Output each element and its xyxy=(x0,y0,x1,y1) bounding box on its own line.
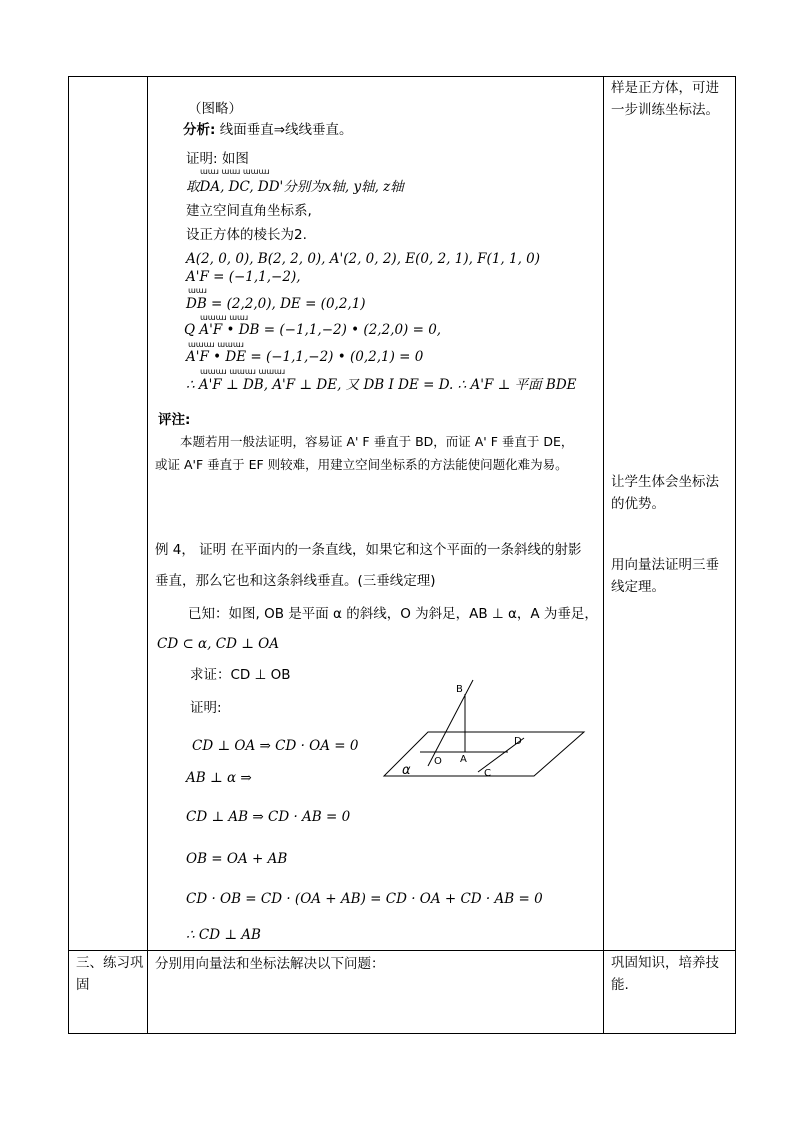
proof-step-3: CD ⊥ AB ⇒ CD · AB = 0 xyxy=(186,809,351,825)
proof-line-1: 取DA, DC, DD'分别为x轴, y轴, z轴 xyxy=(186,179,404,195)
note-coordinate-advantage: 让学生体会坐标法的优势。 xyxy=(611,474,719,512)
note-consolidate: 巩固知识，培养技能. xyxy=(611,955,719,993)
three-perpendiculars-diagram xyxy=(378,676,588,786)
vector-arrow-artifact: ɯɯɯɹ ɯɯɹ xyxy=(200,313,249,322)
example-line-2: 垂直，那么它也和这条斜线垂直。(三垂线定理) xyxy=(155,573,436,589)
proof-step-4: OB = OA + AB xyxy=(186,851,288,867)
label-c: C xyxy=(484,768,491,779)
column-divider-2 xyxy=(603,76,604,1034)
prove-statement: 求证：CD ⊥ OB xyxy=(190,667,291,683)
proof-line-0: 证明: 如图 xyxy=(186,151,249,167)
note-square-cube: 样是正方体，可进一步训练坐标法。 xyxy=(611,80,719,118)
label-b: B xyxy=(456,684,463,695)
section-3-label: 三、练习巩固 xyxy=(76,955,144,993)
analysis-label: 分析: xyxy=(183,122,216,138)
proof-line-9: ∴ A'F ⊥ DB, A'F ⊥ DE, 又 DB I DE = D. ∴ A'F ⊥ 平面 BDE xyxy=(186,377,577,393)
vector-arrow-artifact: ɯɯɹ xyxy=(188,286,207,295)
analysis-text: 线面垂直⇒线线垂直。 xyxy=(219,122,353,138)
analysis-line xyxy=(183,121,353,139)
row-divider xyxy=(68,950,736,951)
comment-line-1: 本题若用一般法证明，容易证 A' F 垂直于 BD，而证 A' F 垂直于 DE， xyxy=(180,434,574,449)
proof-line-4: A(2, 0, 0), B(2, 2, 0), A'(2, 0, 2), E(0, 2, 1), F(1, 1, 0) xyxy=(186,251,541,267)
example-line-1: 例 4， 证明 在平面内的一条直线，如果它和这个平面的一条斜线的射影 xyxy=(155,542,582,558)
known-line-2: CD ⊂ α, CD ⊥ OA xyxy=(157,636,279,652)
label-o: O xyxy=(434,756,442,767)
proof-step-6: ∴ CD ⊥ AB xyxy=(186,927,261,943)
label-alpha: α xyxy=(402,763,411,778)
table-left-border xyxy=(68,76,69,1034)
table-bottom-border xyxy=(68,1033,736,1034)
label-d: D xyxy=(514,736,522,747)
vector-arrow-artifact: ɯɯɹ ɯɯɹ ɯɯɯɹ xyxy=(200,167,270,176)
proof-step-1: CD ⊥ OA ⇒ CD · OA = 0 xyxy=(192,738,359,754)
proof-step-2: AB ⊥ α ⇒ xyxy=(186,770,252,786)
proof-line-2: 建立空间直角坐标系, xyxy=(186,203,312,219)
proof-line-8: A'F • DE = (−1,1,−2) • (0,2,1) = 0 xyxy=(186,349,424,365)
proof-label: 证明: xyxy=(190,700,222,716)
proof-step-5: CD · OB = CD · (OA + AB) = CD · OA + CD · AB = 0 xyxy=(186,891,543,907)
figure-omitted-note: （图略） xyxy=(188,101,242,117)
known-line-1: 已知：如图, OB 是平面 α 的斜线，O 为斜足，AB ⊥ α，A 为垂足， xyxy=(188,606,598,622)
note-three-perpendiculars: 用向量法证明三垂线定理。 xyxy=(611,557,719,595)
vector-arrow-artifact: ɯɯɯɹ ɯɯɯɹ xyxy=(188,340,244,349)
section-3-text: 分别用向量法和坐标法解决以下问题： xyxy=(155,956,385,972)
table-right-border xyxy=(735,76,736,1034)
comment-label: 评注: xyxy=(158,412,191,428)
comment-line-2: 或证 A'F 垂直于 EF 则较难，用建立空间坐标系的方法能使问题化难为易。 xyxy=(155,457,568,472)
proof-line-7: Q A'F • DB = (−1,1,−2) • (2,2,0) = 0, xyxy=(184,322,442,338)
column-divider-1 xyxy=(147,76,148,1034)
label-a: A xyxy=(460,754,467,765)
vector-arrow-artifact: ɯɯɯɹ ɯɯɯɹ ɯɯɯɹ xyxy=(200,367,286,376)
proof-line-5: A'F = (−1,1,−2), xyxy=(186,269,301,285)
proof-line-6: DB = (2,2,0), DE = (0,2,1) xyxy=(186,296,366,312)
proof-line-3: 设正方体的棱长为2. xyxy=(186,227,307,243)
